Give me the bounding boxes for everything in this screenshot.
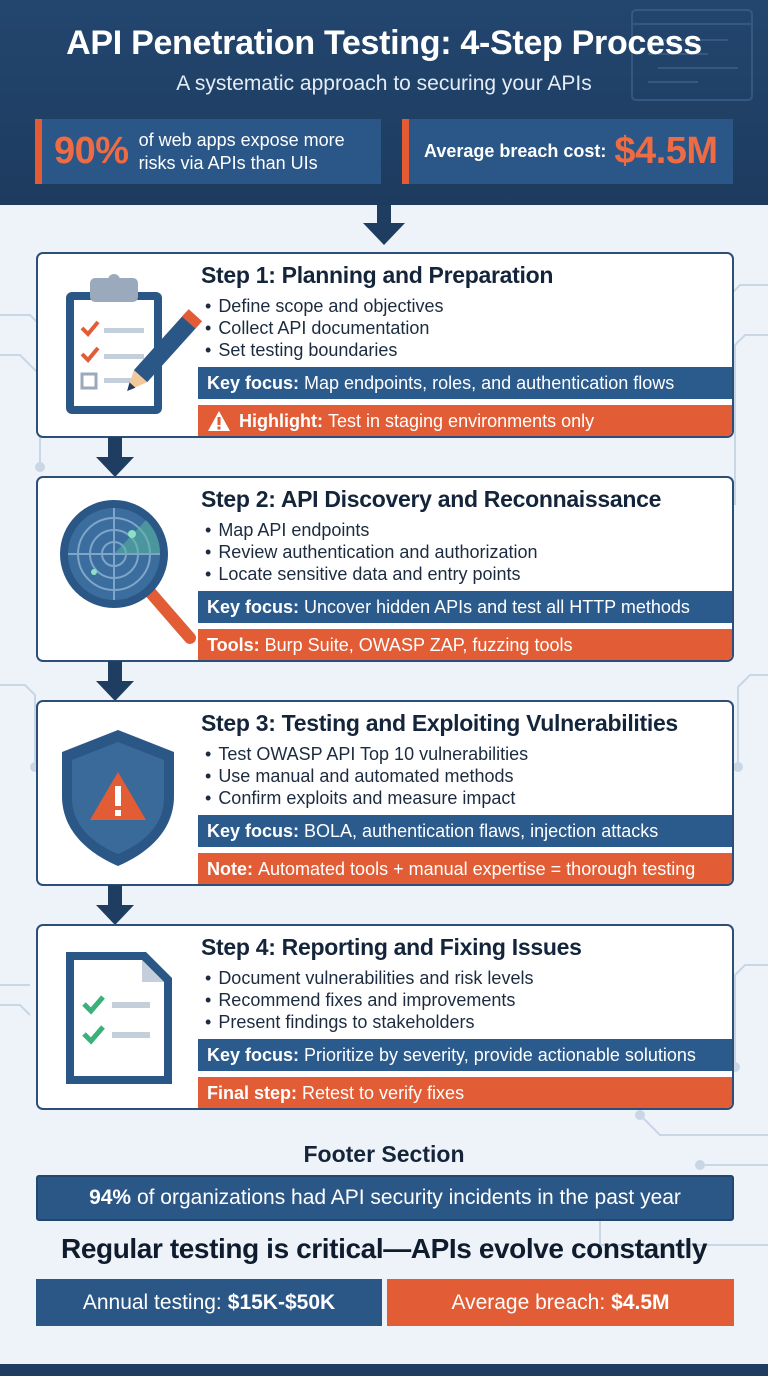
step-1-title: Step 1: Planning and Preparation bbox=[201, 262, 554, 288]
key-focus-text: BOLA, authentication flaws, injection attacks bbox=[304, 820, 659, 841]
note-label: Note: bbox=[207, 858, 253, 879]
bottom-strip bbox=[0, 1364, 768, 1376]
shield-alert-icon bbox=[50, 714, 208, 874]
page-title: API Penetration Testing: 4-Step Process bbox=[66, 24, 702, 62]
step-2-tools bbox=[198, 629, 734, 661]
footer-stat-text: of organizations had API security incidents in the past year bbox=[136, 1186, 681, 1209]
key-focus-text: Uncover hidden APIs and test all HTTP methods bbox=[304, 596, 690, 617]
key-focus-label: Key focus: bbox=[207, 372, 300, 393]
list-item: • Test OWASP API Top 10 vulnerabilities bbox=[205, 743, 528, 765]
tools-text: Burp Suite, OWASP ZAP, fuzzing tools bbox=[264, 634, 573, 655]
list-item: • Review authentication and authorization bbox=[205, 541, 538, 563]
cost-average-breach bbox=[387, 1279, 734, 1326]
cost-annual-value: $15K-$50K bbox=[227, 1290, 336, 1314]
stat-breach-cost bbox=[402, 119, 733, 184]
arrow-down-icon bbox=[95, 437, 135, 479]
key-focus-label: Key focus: bbox=[207, 820, 300, 841]
step-card-4 bbox=[36, 924, 734, 1110]
highlight-label: Highlight: bbox=[239, 410, 323, 431]
final-step-label: Final step: bbox=[207, 1082, 298, 1103]
stat-api-exposure bbox=[35, 119, 381, 184]
step-1-key-focus bbox=[198, 367, 734, 399]
step-card-1 bbox=[36, 252, 734, 438]
arrow-down-icon bbox=[95, 661, 135, 703]
step-card-3 bbox=[36, 700, 734, 886]
footer-incident-stat bbox=[36, 1175, 734, 1221]
list-item: • Collect API documentation bbox=[205, 317, 443, 339]
cost-annual-testing bbox=[36, 1279, 382, 1326]
key-focus-text: Prioritize by severity, provide actionable solutions bbox=[304, 1044, 696, 1065]
stat-api-exposure-value: 90% bbox=[54, 130, 129, 172]
document-checklist-icon bbox=[50, 938, 208, 1098]
note-text: Automated tools + manual expertise = thorough testing bbox=[258, 858, 696, 879]
step-4-title: Step 4: Reporting and Fixing Issues bbox=[201, 934, 582, 960]
stat-api-exposure-text: of web apps expose more risks via APIs than UIs bbox=[138, 129, 345, 173]
key-focus-label: Key focus: bbox=[207, 596, 300, 617]
key-focus-text: Map endpoints, roles, and authentication flows bbox=[304, 372, 675, 393]
warning-icon bbox=[207, 410, 231, 432]
step-3-bullets bbox=[205, 743, 528, 809]
footer-callout: Regular testing is critical—APIs evolve constantly bbox=[61, 1233, 707, 1264]
list-item: • Locate sensitive data and entry points bbox=[205, 563, 538, 585]
cost-breach-value: $4.5M bbox=[611, 1290, 670, 1314]
final-step-text: Retest to verify fixes bbox=[302, 1082, 465, 1103]
radar-magnifier-icon bbox=[50, 490, 208, 650]
list-item: • Set testing boundaries bbox=[205, 339, 443, 361]
cost-breach-label: Average breach: bbox=[451, 1290, 606, 1314]
tools-label: Tools: bbox=[207, 634, 260, 655]
list-item: • Present findings to stakeholders bbox=[205, 1011, 533, 1033]
list-item: • Confirm exploits and measure impact bbox=[205, 787, 528, 809]
page-subtitle: A systematic approach to securing your APIs bbox=[176, 72, 592, 95]
footer-stat-value: 94% bbox=[89, 1186, 132, 1209]
list-item: • Use manual and automated methods bbox=[205, 765, 528, 787]
footer-title: Footer Section bbox=[303, 1141, 465, 1167]
step-card-2 bbox=[36, 476, 734, 662]
stat-breach-cost-label: Average breach cost: bbox=[424, 141, 607, 161]
cost-annual-label: Annual testing: bbox=[82, 1290, 222, 1314]
step-3-key-focus bbox=[198, 815, 734, 847]
step-1-bullets bbox=[205, 295, 443, 361]
stat-breach-cost-value: $4.5M bbox=[614, 130, 718, 172]
key-focus-label: Key focus: bbox=[207, 1044, 300, 1065]
step-2-bullets bbox=[205, 519, 538, 585]
list-item: • Recommend fixes and improvements bbox=[205, 989, 533, 1011]
step-3-title: Step 3: Testing and Exploiting Vulnerabilities bbox=[201, 710, 678, 736]
step-2-key-focus bbox=[198, 591, 734, 623]
step-2-title: Step 2: API Discovery and Reconnaissance bbox=[201, 486, 662, 512]
step-4-final-step bbox=[198, 1077, 734, 1109]
list-item: • Map API endpoints bbox=[205, 519, 538, 541]
step-4-key-focus bbox=[198, 1039, 734, 1071]
step-1-highlight bbox=[198, 405, 734, 437]
step-3-note bbox=[198, 853, 734, 885]
list-item: • Define scope and objectives bbox=[205, 295, 443, 317]
highlight-text: Test in staging environments only bbox=[327, 410, 595, 431]
clipboard-checklist-icon bbox=[50, 266, 208, 426]
arrow-down-icon bbox=[95, 885, 135, 927]
list-item: • Document vulnerabilities and risk levels bbox=[205, 967, 533, 989]
arrow-down-icon bbox=[361, 205, 407, 247]
step-4-bullets bbox=[205, 967, 533, 1033]
header-banner bbox=[0, 0, 768, 205]
